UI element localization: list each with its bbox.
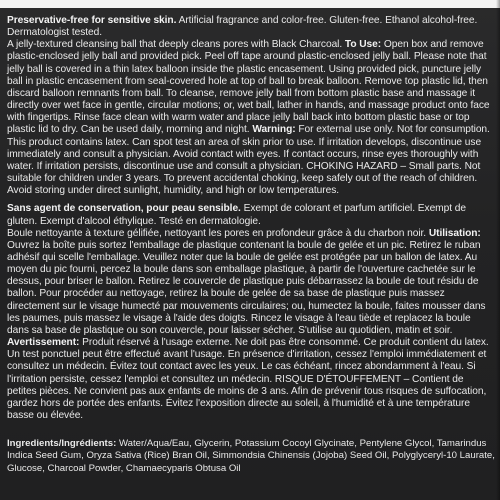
ingredients-block xyxy=(7,438,495,475)
ingredients-list: Water/Aqua/Eau, Glycerin, Potassium Cocoyl Glycinate, Pentylene Glycol, Tamarindus Indica Seed Gum, Oryza Sativa (Rice) Bran Oil, Simmondsia Chinensis (Jojoba) Seed Oil, Polyglyceryl-10 Laurate, Glucose, Charcoal Powder, Chamaecyparis Obtusa Oil xyxy=(7,438,495,474)
french-warning-label: Avertissement: xyxy=(7,337,80,349)
top-edge-strip xyxy=(0,0,500,8)
english-heading-rest: Artificial fragrance and color-free. Gluten-free. Ethanol alcohol-free. Dermatologist tested. xyxy=(7,15,478,39)
right-edge-shadow xyxy=(496,0,500,500)
french-section xyxy=(7,203,495,422)
french-heading: Sans agent de conservation, pour peau sensible. xyxy=(7,203,241,215)
french-heading-rest: Exempt de colorant et parfum artificiel. Exempt de gluten. Exempt d'alcool éthylique. Testé en dermatologie. xyxy=(7,203,466,227)
english-section xyxy=(7,15,495,197)
french-to-use-label: Utilisation: xyxy=(428,227,481,239)
ingredients-label: Ingredients/Ingrédients: xyxy=(7,438,117,449)
english-warning-text: For external use only. Not for consumption. This product contains latex. Can spot test an area of skin prior to use. If irritation develops, discontinue use immediately and consult a physician. Avoid contact with eyes. If contact occurs, rinse eyes thoroughly with water. If irritation persists, discontinue use and consult a physician. CHOKING HAZARD – Small parts. Not suitable for children under 3 years. To prevent accidental choking, keep safely out of the reach of children. Avoid storing under direct sunlight, humidity, and high or low temperatures. xyxy=(7,124,490,197)
label-text-block xyxy=(7,15,495,422)
english-description: A jelly-textured cleansing ball that deeply cleans pores with Black Charcoal. xyxy=(7,39,345,51)
french-warning-text: Produit réservé à l'usage externe. Ne doit pas être consommé. Ce produit contient du latex. Un test ponctuel peut être effectué avant l'usage. En présence d'irritation, cessez l'emploi immédiatement et consultez un médecin. Évitez tout contact avec les yeux. Le cas échéant, rincez abondamment à l'eau. Si l'irritation persiste, cessez l'emploi et consultez un médecin. RISQUE D'ÉTOUFFEMENT – Contient de petites pièces. Ne convient pas aux enfants de moins de 3 ans. Afin de prévenir tous risques de suffocation, gardez hors de portée des enfants. Évitez l'exposition directe au soleil, à l'humidité et à une température basse ou élevée. xyxy=(7,337,489,421)
french-description: Boule nettoyante à texture gélifiée, nettoyant les pores en profondeur grâce à du charbon noir. xyxy=(7,227,429,239)
english-directions: Open box and remove plastic-enclosed jelly ball and provided pick. Peel off tape around plastic-enclosed jelly ball. Please note that jelly ball is covered in a thin latex balloon inside the plastic encasement. Using provided pick, puncture jelly ball in plastic encasement from seal-covered hole at top of ball to break balloon. Remove top plastic lid, then discard balloon remnants from ball. To cleanse, remove jelly ball from bottom plastic base and massage it directly over wet face in gentle, circular motions; or, wet ball, lather in hands, and massage product onto face with fingertips. Rinse face clean with warm water and place jelly ball back into bottom plastic base or top plastic lid to dry. Can be used daily, morning and night. xyxy=(7,39,490,136)
french-directions: Ouvrez la boîte puis sortez l'emballage de plastique contenant la boule de gelée et un pic. Retirez le ruban adhésif qui scelle l'emballage. Veuillez noter que la boule de gelée est protégée par un ballon de latex. Au moyen du pic fourni, percez la boule dans son emballage plastique, à partir de l'ouverture cachetée sur le dessus, pour briser le ballon. Retirez le couvercle de plastique puis débarrassez la boule de tout résidu de ballon. Pour procéder au nettoyage, retirez la boule de gelée de sa base de plastique puis massez directement sur le visage humecté par mouvements circulaires; ou, humectez la boule, faites mousser dans les paumes, puis massez le visage à l'aide des doigts. Rincez le visage à l'eau tiède et replacez la boule dans sa base de plastique ou son couvercle, pour laisser sécher. S'utilise au quotidien, matin et soir. xyxy=(7,239,486,336)
english-warning-label: Warning: xyxy=(252,124,296,136)
english-heading: Preservative-free for sensitive skin. xyxy=(7,15,177,26)
english-to-use-label: To Use: xyxy=(344,39,382,51)
